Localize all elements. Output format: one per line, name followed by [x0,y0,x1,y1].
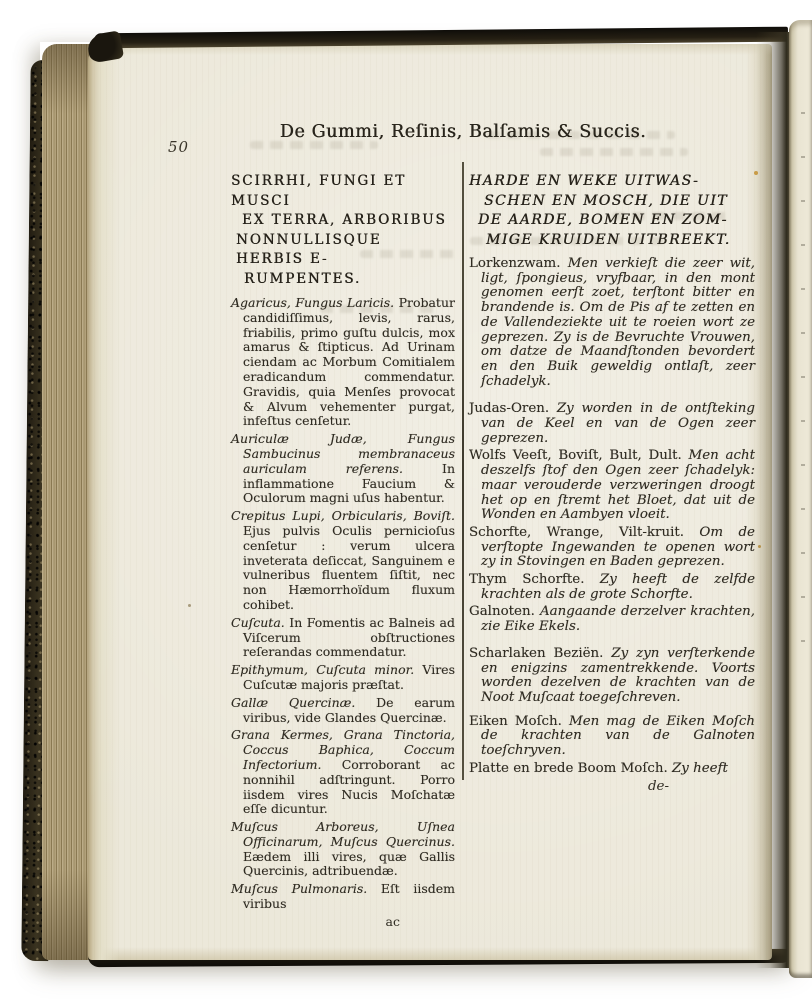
heading-line: EX TERRA, ARBORIBUS [242,212,447,228]
entry-description: Probatur candidiſſimus, levis, rarus, friabilis, primo guſtu dulcis, mox amarus & ſtipticus. Ad Urinam ciendam ac Morbum Comitialem eradicandum commendatur. Gravidis, quia Menſes provocat & Alvum vehementer purgat, infeſtus cenſetur. [243,295,455,429]
entry-term: Judas-Oren. [469,401,550,417]
entry-term: Schorfte, Wrange, Vilt-kruit. [469,524,684,540]
heading-line: HARDE EN WEKE UITWAS- [469,173,700,189]
entry-term: Muſcus Pulmonaris. [231,881,368,897]
right-column-dutch [469,172,755,794]
entry-term: Auriculæ Judæ, Fungus Sambucinus membranaceus auriculam referens. [231,431,455,476]
column-heading [231,172,455,289]
entry [469,605,755,634]
folio-page-number: 50 [168,138,190,156]
next-page-text-fragments [801,112,805,672]
entry-description: Corroborant ac nonnihil adſtringunt. Porro iisdem vires Nucis Moſchatæ eſſe dicuntur. [243,756,455,817]
heading-line: DE AARDE, BOMEN EN ZOM- [478,212,728,228]
entry [469,647,755,706]
heading-line: SCHEN EN MOSCH, DIE UIT [484,192,728,209]
entry-term: Crepitus Lupi, Orbicularis, Boviſt. [231,508,455,524]
entry-description: Men acht deszelfs ſtof den Ogen zeer ſchadelyk: maar verouderde verzweringen droogt het op en ſtremt het Bloet, dat uit de Wonden en Aambyen vloeit. [481,448,755,523]
entry-term: Muſcus Arboreus, Uſnea Officinarum, Muſcus Quercinus. [231,819,455,849]
entry-term: Lorkenzwam. [469,256,561,271]
heading-line: RUMPENTES. [244,270,362,287]
entry-description: In inflammatione Faucium & Oculorum magni uſus habentur. [243,460,455,506]
entry [469,257,755,389]
entry-description: Men mag de Eiken Moſch de krachten van de Galnoten toeſchryven. [481,713,756,759]
left-column-latin [231,172,455,929]
entry-term: Scharlaken Beziën. [469,645,604,661]
entry [231,882,455,912]
book-cover-corner [86,30,124,63]
entry-term: Platte en brede Boom Moſch. [469,760,668,776]
column-heading [469,172,755,250]
foxing-spot [188,604,191,607]
entry [469,526,755,570]
entry-description: De earum viribus, vide Glandes Quercinæ. [243,694,455,725]
entry-description: Aangaande derzelver krachten, zie Eike Ekels. [481,604,755,635]
heading-line: SCIRRHI, FUNGI ET MUSCI [231,173,407,209]
entry-description: Eædem illi vires, quæ Gallis Quercinis, adtribuendæ. [243,848,455,879]
entry [231,820,455,879]
entry [231,296,455,429]
bleed-through-artifact [250,141,378,149]
catchword: ac [385,913,400,929]
heading-line: NONNULLISQUE HERBIS E- [236,231,382,267]
entry-description: Zy worden in de ontſteking van de Keel en van de Ogen zeer geprezen. [481,401,756,446]
gutter-shadow [756,32,792,968]
entry [469,402,755,446]
entry-term: Wolfs Veeſt, Boviſt, Bult, Dult. [469,448,682,464]
bleed-through-artifact [540,148,688,156]
entry-term: Grana Kermes, Grana Tinctoria, Coccus Baphica, Coccum Infectorium. [231,727,455,772]
entry-description: Ejus pulvis Oculis pernicioſus cenſetur : verum ulcera inveterata deſiccat, Sanguinem e vulneribus fluentem ſiſtit, nec non Hæmorrhoïdum fluxum cohibet. [243,522,455,612]
page-block-fore-edge [42,44,94,960]
entry [469,573,755,602]
entry [231,728,455,817]
book-page [88,44,772,960]
entry-term: Epithymum, Cuſcuta minor. [231,662,415,678]
entry [469,715,755,759]
entry-term: Thym Schorfte. [469,572,585,588]
entry-term: Eiken Moſch. [469,713,562,729]
entry-term: Gallæ Quercinæ. [231,694,356,710]
entry [231,696,455,726]
entry [469,449,755,523]
running-title: De Gummi, Reſinis, Balſamis & Succis. [279,122,647,142]
entry-description: Men verkieſt die zeer wit, ligt, ſpongieus, vryfbaar, in den mont genomen eerſt zoet, terſtont bitter en brandende is. Om de Pis af te zetten en de Vallendeziekte uit te roeien wort ze geprezen. Zy is de Bevruchte Vrouwen, om datze de Maandſtonden bevordert en den Buik geweldig ontlaſt, zeer ſchadelyk. [481,256,755,389]
entry-term: Agaricus, Fungus Laricis. [231,295,395,310]
entry-description: Eſt iisdem viribus [243,881,455,912]
column-divider-rule [462,162,464,780]
entry [231,509,455,613]
entry [469,762,755,777]
entry-description: Om de verſtopte Ingewanden te openen wort zy in Stovingen en Baden geprezen. [481,524,755,570]
entry-description: Zy zyn verſterkende en enigzins zamentrekkende. Voorts worden dezelven de krachten van de Noot Muſcaat toegeſchreven. [481,645,756,705]
entry [231,616,455,660]
heading-line: MIGE KRUIDEN UITBREEKT. [486,231,731,248]
entry-description: Zy heeft de zelfde krachten als de grote Schorfte. [481,572,755,602]
entry-term: Cuſcuta. [231,614,285,630]
entry-description: Zy heeft [671,760,728,776]
entry [231,663,455,693]
entry-description: Vires Cuſcutæ majoris præſtat. [243,662,455,692]
catchword: de- [647,778,669,794]
entry [231,432,455,506]
entry-description: In Fomentis ac Balneis ad Viſcerum obſtructiones reſerandas commendatur. [243,614,455,660]
entry-term: Galnoten. [469,604,535,620]
